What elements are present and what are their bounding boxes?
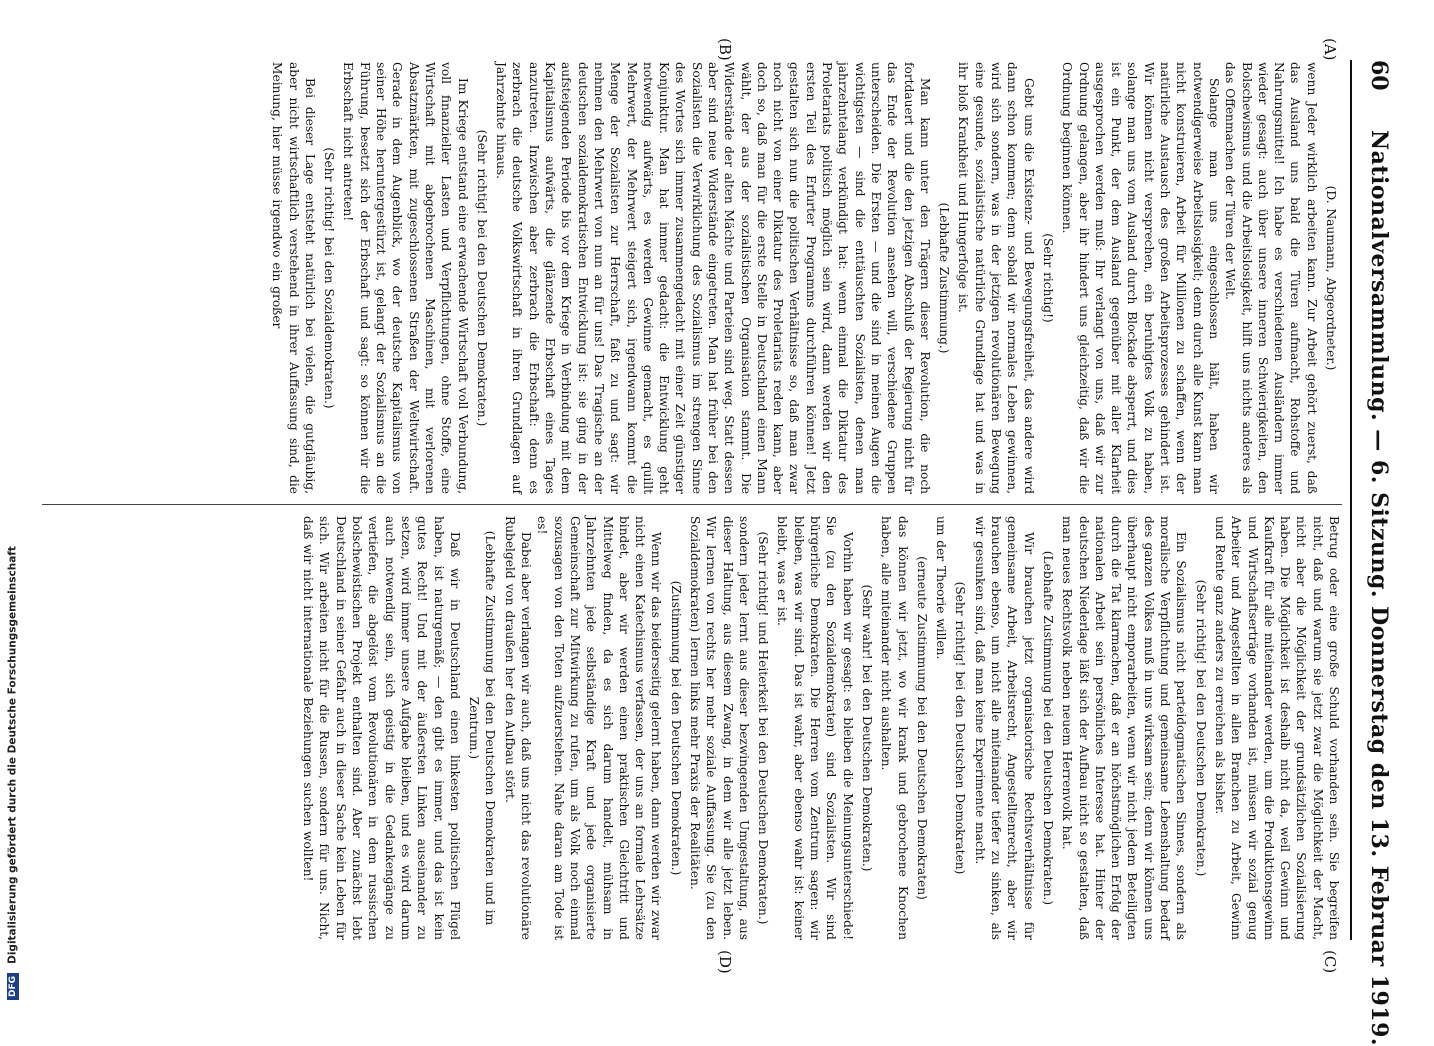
paragraph: Dabei aber verlangen wir auch, daß uns nicht das revolutionäre Rubelgeld von draußen her den Aufbau stört. — [502, 516, 534, 940]
page-header — [1354, 60, 1394, 1046]
paragraph: Man kann unter den Trägern dieser Revolution, die noch fortdauert und die den jetzigen Abschluß der Regierung nicht für das Ende der Revolution ansehen will, verschiedene Gruppen unterscheiden. Die Ersten — und die sind in meinen Augen die wichtigsten — sind die enttäuschten Sozialisten, denen man jahrzehntelang verkündigt hat: wenn einmal die Diktatur des Proletariats politisch möglich sein wird, dann werden wir den ersten Teil des Erfurter Programms durchführen können! Jetzt gestalten sich nun die politischen Verhältnisse so, daß man zwar noch nicht von einer Diktatur des Proletariats reden kann, aber doch so, daß man für die erste Stelle in Deutschland einen Mann wählt, der aus der sozialistischen Organisation stammt. Die Widerstände der alten Mächte und Parteien sind weg. Statt dessen aber sind neue Widerstände eingetreten. Man hat früher bei den Sozialisten die Verwirklichung des Sozialismus im strengen Sinne des Wortes sich immer zusammengedacht mit einer Zeit günstiger Konjunktur. Man hat immer gedacht: die Entwicklung geht notwendig aufwärts, es werden Gewinne gemacht, es quillt Mehrwert, der Mehrwert steigert sich, irgendwann kommt die Menge der Sozialisten zur Herrschaft, faßt zu und sagt: wir nehmen den Mehrwert von nun an für uns! Das Tragische an der deutschen sozialdemokratischen Entwicklung ist: sie ging in der aufsteigenden Periode bis vor dem Kriege in Verbindung mit dem Kapitalismus aufwärts, die glänzende Erbschaft eines Tages anzutreten. Inzwischen aber zerbrach die Erbschaft: denn es zerbrach die deutsche Volkswirtschaft in ihren Grundlagen auf Jahrzehnte hinaus. — [494, 62, 932, 494]
paragraph: Gebt uns die Existenz- und Bewegungsfreiheit, das andere wird dann schon kommen; denn sobald wir normales Leben gewinnen, wird sich sondern, was in der jetzigen revolutionären Bewegung eine gesunde, sozialistische natürliche Grundlage hat und was in ihr bloß Krankheit und Hungerfolge ist. — [956, 62, 1036, 494]
paragraph: Betrug oder eine große Schuld vorhanden sein. Sie begreifen nicht, daß und warum sie jetzt zwar die Möglichkeit der Macht, nicht aber die Möglichkeit der grundsätzlichen Sozialisierung haben. Die Möglichkeit ist deshalb nicht da, weil Gewinn und Kaufkraft für alle miteinander werden, um die Produktionsgewinn und Wirtschaftserträge vorhanden ist, müssen wir sozial genug Arbeiter und Angestellten in allen Branchen zu Arbeit, Gewinn und Rente ganz anders zu erreichen als bisher. — [1212, 516, 1341, 940]
page-number: 60 — [1366, 60, 1392, 91]
margin-mark-b: (B) — [716, 38, 734, 61]
digitization-footer — [2, 0, 22, 1000]
interjection: (Sehr richtig! bei den Deutschen Demokraten.) — [1193, 579, 1208, 877]
paragraph: Bei dieser Lage entsteht natürlich bei vielen, die gutgläubig, aber nicht wirtschaftlich verstehend in ihrer Auffassung sind, die Meinung, hier müsse irgendwo ein großer — [270, 62, 317, 494]
interjection: (Sehr richtig! bei den Deutschen Demokraten) — [953, 581, 968, 875]
interjection: (Sehr richtig!) — [1040, 233, 1055, 323]
paragraph: Daß wir in Deutschland einen linkesten politischen Flügel haben, ist naturgemäß; — den gibt es immer, und das ist kein gutes Recht! Und mit der äußersten Linken auseinander zu setzen, wird immer unsere Aufgabe bleiben, und es wird darum auch notwendig sein, sich geistig in die Gedankengänge zu vertiefen, die abgelöst vom Revolutionären in dem russischen bolschewistischen Projekt enthalten sind. Aber zunächst lebt Deutschland in seiner Gefahr auch in dieser Sache kein Leben für sich. Wir arbeiten nicht für die Russen, sondern für uns. Nicht, daß wir nicht internationale Beziehungen suchen wollten! — [301, 516, 462, 940]
margin-mark-a: (A) — [1321, 38, 1339, 61]
paragraph: wenn Jeder wirklich arbeiten kann. Zur Arbeit gehört zuerst, daß das Ausland uns bald die Türen aufmacht, Rohstoffe und Nahrungsmittel! Ich habe es verschiedenen Ausländern immer wieder gesagt: auch über unsere inneren Schwierigkeiten, den Bolschewismus und die Arbeitslosigkeit, hilft uns nichts anderes als das Offenmachen der Türen der Welt. — [1223, 62, 1319, 494]
interjection: (Zustimmung bei den Deutschen Demokraten.) — [668, 580, 683, 876]
margin-mark-c: (C) — [1321, 950, 1339, 974]
paragraph: das können wir jetzt, wo wir krank und gebrochene Knochen haben, alle miteinander nicht aushalten. — [879, 516, 910, 940]
paragraph: Ein Sozialismus nicht parteidogmatischen Sinnes, sondern als moralische Verpflichtung und gemeinsame Lebenshaltung bedarf des ganzen Volkes muß in uns wirksam sein; denn wir können uns überhaupt nicht emporarbeiten, wenn wir nicht jedem Beteiligten durch die Tat klarmachen, daß er an höchstmöglichen Erfolg der nationalen Arbeit sein persönliches Interesse hat. Hinter der deutschen Niederlage läßt sich der Aufbau nicht so gestalten, daß man neues Rechtsvolk neben neuem Herrenvolk hat. — [1060, 516, 1189, 940]
dfg-logo: DFG — [7, 973, 19, 1000]
interjection: (Sehr richtig! bei den Deutschen Demokraten.) — [474, 129, 489, 427]
paragraph: Vorhin haben wir gesagt: es bleiben die Meinungsunterschiede! Sie (zu den Sozialdemokraten) sind Sozialisten. Wir sind bürgerliche Demokraten. Die Herren vom Zentrum sagen: wir bleiben, was wir sind. Das ist wahr, aber ebenso wahr ist: keiner bleibt, was er ist. — [775, 516, 855, 940]
paragraph: Wir brauchen jetzt organisatorische Rechtsverhältnisse für gemeinsame Arbeit, Arbeitsrecht, Angestelltenrecht, aber wir brauchen ebenso, um nicht alle miteinander tiefer zu sinken, als wir gesunken sind, daß man keine Experimente macht. — [972, 516, 1036, 940]
interjection: (erneute Zustimmung bei den Deutschen Demokraten) — [914, 556, 929, 900]
interjection: (Sehr richtig! und Heiterkeit bei den Deutschen Demokraten.) — [756, 531, 771, 925]
speaker-line: (D. Naumann, Abgeordneter.) — [1324, 185, 1338, 371]
interjection: (Sehr richtig! bei den Sozialdemokraten.) — [322, 147, 337, 409]
margin-mark-d: (D) — [716, 950, 734, 974]
interjection: (Lebhafte Zustimmung bei den Deutschen Demokraten.) — [1040, 550, 1055, 906]
funding-note: Digitalisierung gefördert durch die Deutsche Forschungsgemeinschaft — [6, 546, 19, 964]
paragraph: Wenn wir das beiderseitig gelernt haben, dann werden wir zwar nicht einen Katechismus verfassen, der uns an formale Lehrsätze bindet, aber wir werden einen praktischen Gleichtritt und Mittelweg finden, da es sich darum handelt, mühsam in Jahrzehnten jede selbständige Kraft und jede organisierte Gemeinschaft zur Mitwirkung zu rufen, um als Volk noch einmal sozusagen von den Toten aufzuerstehen. Nahe daran am Tode ist es! — [535, 516, 664, 940]
interjection: (Lebhafte Zustimmung bei den Deutschen Demokraten und im Zentrum.) — [467, 530, 498, 926]
paragraph: um der Theorie willen. — [934, 516, 949, 660]
right-column — [300, 516, 1342, 940]
column-divider — [42, 504, 1342, 505]
interjection: (Lebhafte Zustimmung.) — [937, 202, 952, 354]
left-column — [269, 62, 1342, 494]
paragraph: sondern jeder lernt aus dieser bezwingenden Umgestaltung, aus dieser Haltung, aus diesem Zwang, in dem wir alle jetzt leben. Wir lernen von rechts her mehr soziale Auffassung. Sie (zu den Sozialdemokraten) lernen links mehr Praxis der Realitäten. — [688, 516, 751, 940]
paragraph: Solange man uns eingeschlossen hält, haben wir notwendigerweise Arbeitslosigkeit; denn durch alle Kunst kann man nicht konstruieren, Arbeit für Millionen zu schaffen, wenn der natürliche Austausch des großen Arbeitsprozesses gehindert ist. Wir können nicht versprechen, ein beruhigtes Volk zu haben, solange man uns vom Ausland durch Blockade absperrt, und dies ist ein Punkt, der dem Ausland gegenüber mit aller Klarheit ausgesprochen werden muß: Ihr verlangt von uns, daß wir zur Ordnung gelangen, aber ihr hindert uns gleichzeitig, daß wir die Ordnung beginnen können. — [1060, 62, 1221, 494]
interjection: (Sehr wahr! bei den Deutschen Demokraten.) — [859, 584, 874, 872]
session-title: Nationalversammlung. — 6. Sitzung. Donnerstag den 13. Februar 1919. — [1366, 130, 1392, 1046]
header-rule — [1350, 60, 1352, 940]
paragraph: Im Kriege entstand eine erwachende Wirtschaft voll Verbundung, voll finanzieller Lasten und Verpflichtungen, ohne Stoffe, eine Wirtschaft mit abgebrochenen Maschinen, mit verlorenen Absatzmärkten, mit zugeschlossenen Straßen der Weltwirtschaft. Gerade in dem Augenblick, wo der deutsche Kapitalismus von seiner Höhe heruntergestürzt ist, gelangt der Sozialismus an die Führung, besetzt sich der Erbschaft und sagt: so können wir die Erbschaft nicht antreten! — [341, 62, 470, 494]
